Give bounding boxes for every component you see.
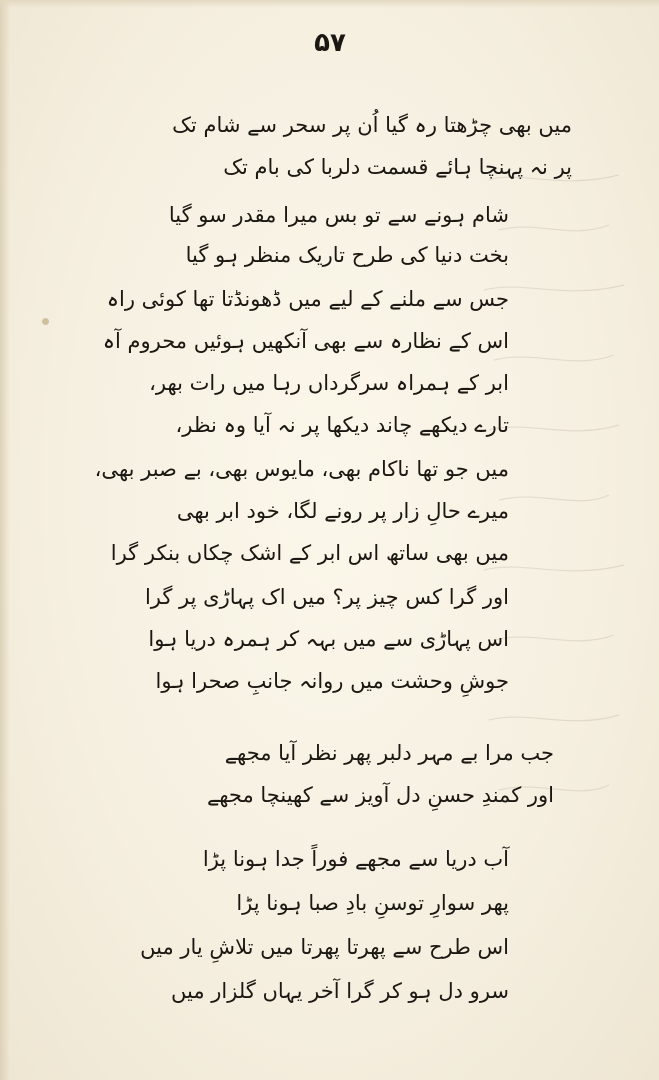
verse-line: میرے حالِ زار پر رونے لگا، خود ابر بھی xyxy=(176,499,509,523)
verse-line: میں بھی چڑھتا رہ گیا اُن پر سحر سے شام تک xyxy=(172,113,572,137)
verse-line: تارے دیکھے چاند دیکھا پر نہ آیا وہ نظر، xyxy=(175,413,509,437)
verse-line: اور کمندِ حسنِ دل آویز سے کھینچا مجھے xyxy=(206,783,554,807)
verse-line: اس پہاڑی سے میں بہہ کر ہمرہ دریا ہوا xyxy=(148,627,509,651)
verse-line: اور گرا کس چیز پر؟ میں اک پہاڑی پر گرا xyxy=(144,585,509,609)
verse-line: جب مرا بے مہر دلبر پھر نظر آیا مجھے xyxy=(224,741,554,765)
verse-line: بخت دنیا کی طرح تاریک منظر ہو گیا xyxy=(185,243,509,267)
verse-line: شام ہونے سے تو بس میرا مقدر سو گیا xyxy=(168,203,509,227)
verse-line: آب دریا سے مجھے فوراً جدا ہونا پڑا xyxy=(202,847,509,871)
verse-line: پھر سوارِ توسنِ بادِ صبا ہونا پڑا xyxy=(236,891,509,915)
page-gutter-shadow xyxy=(0,0,10,1080)
verse-line: اس کے نظارہ سے بھی آنکھیں ہوئیں محروم آہ xyxy=(102,329,509,353)
verse-line: جوشِ وحشت میں روانہ جانبِ صحرا ہوا xyxy=(155,669,509,693)
verse-line: میں جو تھا ناکام بھی، مایوس بھی، بے صبر بھی، xyxy=(94,457,509,481)
verse-line: اس طرح سے پھرتا پھرتا میں تلاشِ یار میں xyxy=(140,935,509,959)
verse-line: سرو دل ہو کر گرا آخر یہاں گلزار میں xyxy=(171,979,509,1003)
verse-line: جس سے ملنے کے لیے میں ڈھونڈتا تھا کوئی راہ xyxy=(106,287,509,311)
page-number: ۵۷ xyxy=(314,28,346,58)
page-top-shadow xyxy=(0,0,659,8)
verse-line: ابر کے ہمراہ سرگرداں رہا میں رات بھر، xyxy=(149,371,509,395)
verse-line: پر نہ پہنچا ہائے قسمت دلربا کی بام تک xyxy=(223,155,572,179)
verse-line: میں بھی ساتھ اس ابر کے اشک چکاں بنکر گرا xyxy=(110,541,509,565)
paper-speck xyxy=(42,318,49,325)
